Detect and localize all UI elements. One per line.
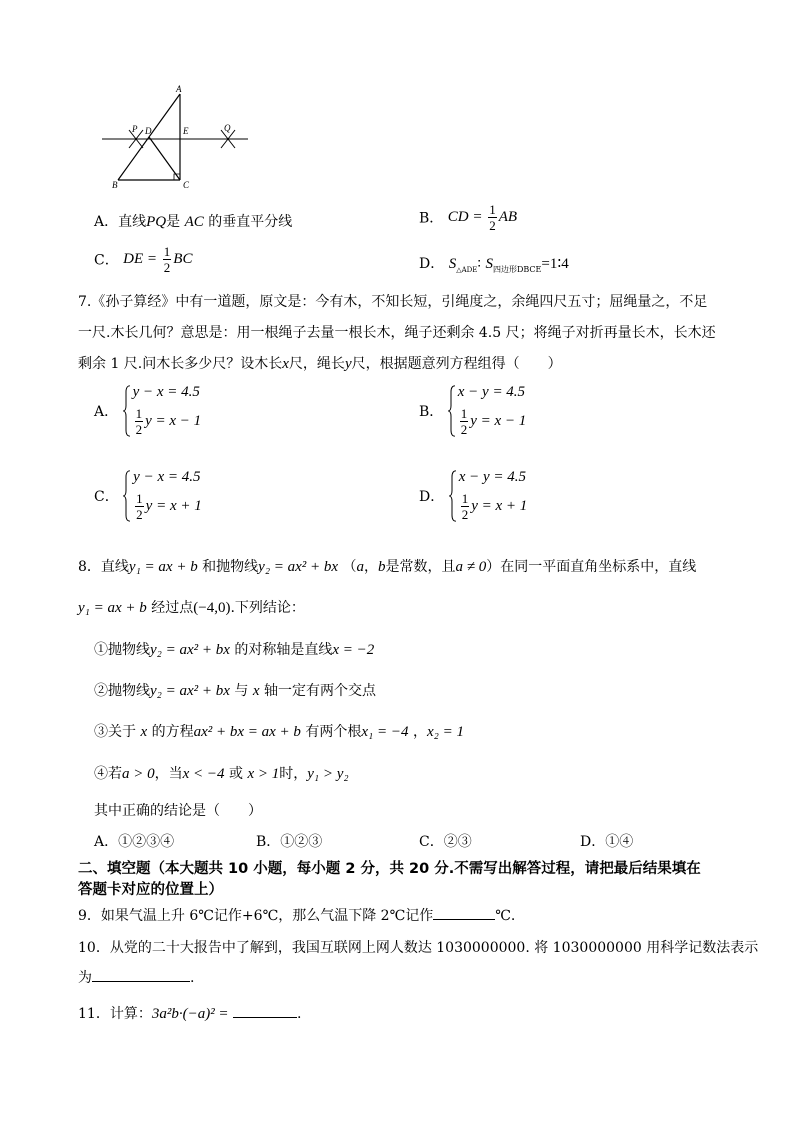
fraction: $\frac{1}{2}$ — [163, 244, 171, 275]
equation-system: x − y = 4.5 $\frac{1}{2}$ y = x + 1 — [449, 470, 528, 522]
option-letter: A． — [94, 214, 119, 230]
equation-2: y = x − 1 — [145, 413, 202, 429]
text: . — [297, 1006, 302, 1022]
text: ④若 — [94, 766, 122, 782]
option-letter: A． — [94, 834, 119, 850]
geometry-figure — [96, 82, 256, 194]
math: a ≠ 0 — [455, 559, 487, 575]
answer-blank[interactable] — [233, 1003, 297, 1018]
label-B: B — [112, 180, 118, 190]
brace-icon — [123, 470, 131, 522]
q8-line-2 — [78, 597, 305, 617]
text: （ — [342, 559, 357, 575]
math: y₁ = ax + b — [128, 559, 198, 575]
section-2-heading-line-1: 二、填空题（本大题共 10 小题，每小题 2 分，共 20 分.不需写出解答过程，请把最后结果填在 — [78, 861, 701, 877]
text: 与 — [234, 683, 249, 699]
option-letter: A． — [94, 404, 119, 420]
math: ax² + bx = ax + b — [193, 724, 301, 740]
section-2-heading-line-2: 答题卡对应的位置上） — [78, 882, 223, 898]
text: 尺，根据题意列方程组得（ ） — [351, 356, 562, 372]
text: . — [190, 970, 195, 986]
equation-system: y − x = 4.5 $\frac{1}{2}$ y = x + 1 — [123, 470, 202, 522]
option-letter: B． — [419, 210, 444, 227]
q8-option-c[interactable] — [419, 831, 472, 851]
math: 3a²b·(−a)² = — [151, 1006, 229, 1022]
q8-option-d[interactable] — [580, 831, 633, 851]
brace-icon — [123, 385, 131, 437]
q6-option-d[interactable] — [419, 253, 569, 275]
option-text: ①②③ — [280, 834, 323, 850]
q7-line-3 — [78, 353, 562, 373]
equation-system: y − x = 4.5 $\frac{1}{2}$ y = x − 1 — [123, 385, 202, 437]
label-A: A — [176, 84, 182, 94]
q8-conclusion-1 — [94, 639, 374, 659]
text: 剩余 1 尺.问木长多少尺？设木长 — [78, 356, 283, 372]
q7-option-d[interactable] — [419, 470, 527, 522]
math: =1∶4 — [541, 256, 569, 272]
option-letter: B． — [256, 834, 281, 850]
math: y₁ > y₂ — [307, 766, 349, 782]
q7-line-1: 7.《孙子算经》中有一道题，原文是：今有木，不知长短，引绳度之，余绳四尺五寸；屈绳量之，不足 — [78, 294, 708, 310]
math: S — [448, 256, 457, 272]
option-letter: B． — [419, 404, 444, 420]
q7-option-c[interactable] — [94, 470, 202, 522]
option-text: 的垂直平分线 — [208, 214, 293, 230]
text: ℃. — [495, 908, 516, 924]
text: 和抛物线 — [202, 559, 259, 575]
math: x₂ = 1 — [426, 724, 464, 740]
text: .下列结论： — [230, 600, 305, 616]
math: x < −4 — [182, 766, 225, 782]
option-letter: C． — [94, 489, 119, 505]
q7-line-2: 一尺.木长几何？意思是：用一根绳子去量一根长木，绳子还剩余 4.5 尺；将绳子对折再量长木，长木还 — [78, 325, 716, 341]
label-C: C — [183, 180, 190, 190]
math: y₂ = ax² + bx — [150, 642, 230, 658]
answer-blank[interactable] — [92, 967, 190, 982]
text: 8．直线 — [78, 559, 129, 575]
text: 时， — [279, 766, 308, 782]
text: 轴一定有两个交点 — [263, 683, 376, 699]
math: a — [356, 559, 365, 575]
label-Q: Q — [224, 123, 231, 133]
q6-option-c[interactable] — [94, 245, 192, 274]
q6-option-a[interactable] — [94, 211, 292, 231]
math-subscript: △ADE — [456, 265, 478, 274]
math: x = −2 — [332, 642, 375, 658]
math: x — [140, 724, 148, 740]
equation-1: y − x = 4.5 — [132, 384, 200, 400]
text: ）在同一平面直角坐标系中，直线 — [486, 559, 697, 575]
math: BC — [173, 251, 193, 267]
math: b — [378, 559, 386, 575]
label-P: P — [132, 124, 138, 134]
text: 9．如果气温上升 6℃记作+6℃，那么气温下降 2℃记作 — [78, 908, 434, 924]
option-text: 直线 — [118, 214, 147, 230]
q11 — [78, 1003, 301, 1023]
text: ③关于 — [94, 724, 136, 740]
q8-option-b[interactable] — [256, 831, 322, 851]
math: (−4,0) — [193, 600, 231, 616]
q8-option-a[interactable] — [94, 831, 174, 851]
equation-1: x − y = 4.5 — [457, 384, 526, 400]
text: ， — [364, 559, 379, 575]
math: x — [252, 683, 260, 699]
equation-system: x − y = 4.5 $\frac{1}{2}$ y = x − 1 — [448, 385, 527, 437]
q10-line-2 — [78, 967, 194, 987]
text: 是常数，且 — [385, 559, 456, 575]
text: ，当 — [154, 766, 183, 782]
q8-conclusion-3 — [94, 721, 464, 741]
text: ①抛物线 — [94, 642, 150, 658]
text: 有两个根 — [305, 724, 362, 740]
equation-1: y − x = 4.5 — [133, 469, 201, 485]
math: x > 1 — [247, 766, 280, 782]
math: ∶ — [477, 256, 482, 272]
q7-option-a[interactable] — [94, 385, 201, 437]
q7-option-b[interactable] — [419, 385, 526, 437]
option-text: 是 — [166, 214, 181, 230]
option-text: ①②③④ — [118, 834, 175, 850]
option-letter: C． — [419, 834, 444, 850]
option-letter: D． — [580, 834, 606, 850]
math: AC — [184, 214, 204, 230]
q6-option-b[interactable] — [419, 203, 517, 232]
math: x₁ = −4 — [361, 724, 409, 740]
brace-icon — [449, 470, 457, 522]
text: 的方程 — [151, 724, 194, 740]
math-subscript: 四边形DBCE — [492, 264, 542, 274]
q8-conclusion-4 — [94, 763, 349, 783]
option-text: ①④ — [605, 834, 634, 850]
label-E: E — [183, 126, 189, 136]
q10-line-1: 10．从党的二十大报告中了解到，我国互联网上网人数达 1030000000. 将 1030000000 用科学记数法表示 — [78, 940, 759, 956]
math: PQ — [146, 214, 167, 230]
math-var: x — [282, 356, 289, 372]
text: ②抛物线 — [94, 683, 150, 699]
q8-ask: 其中正确的结论是（ ） — [94, 803, 262, 819]
label-D: D — [145, 126, 152, 136]
equation-2: y = x + 1 — [471, 498, 528, 514]
text: 的对称轴是直线 — [234, 642, 333, 658]
option-letter: D． — [419, 489, 445, 505]
math: S — [485, 256, 493, 272]
math: y₂ = ax² + bx — [150, 683, 230, 699]
fraction: $\frac{1}{2}$ — [489, 202, 496, 233]
text: 或 — [228, 766, 243, 782]
text: 11．计算： — [78, 1006, 152, 1022]
equation-2: y = x + 1 — [145, 498, 202, 514]
math: AB — [498, 209, 518, 225]
text: 尺，绳长 — [288, 356, 345, 372]
brace-icon — [448, 385, 456, 437]
option-letter: D． — [419, 256, 445, 272]
math: a > 0 — [122, 766, 155, 782]
text: 经过点 — [151, 600, 194, 616]
equation-2: y = x − 1 — [470, 413, 527, 429]
option-text: ②③ — [443, 834, 472, 850]
answer-blank[interactable] — [433, 905, 495, 920]
q9 — [78, 905, 515, 925]
text: 为 — [78, 970, 92, 986]
text: ， — [412, 724, 427, 740]
equation-1: x − y = 4.5 — [458, 469, 526, 485]
q8-conclusion-2 — [94, 680, 376, 700]
option-letter: C． — [94, 252, 119, 269]
math: CD = — [447, 209, 487, 225]
math-var: y — [344, 356, 352, 372]
q8-line-1 — [78, 556, 696, 576]
math: DE = — [123, 251, 161, 267]
math: y₂ = ax² + bx — [258, 559, 339, 575]
math: y₁ = ax + b — [78, 600, 147, 616]
